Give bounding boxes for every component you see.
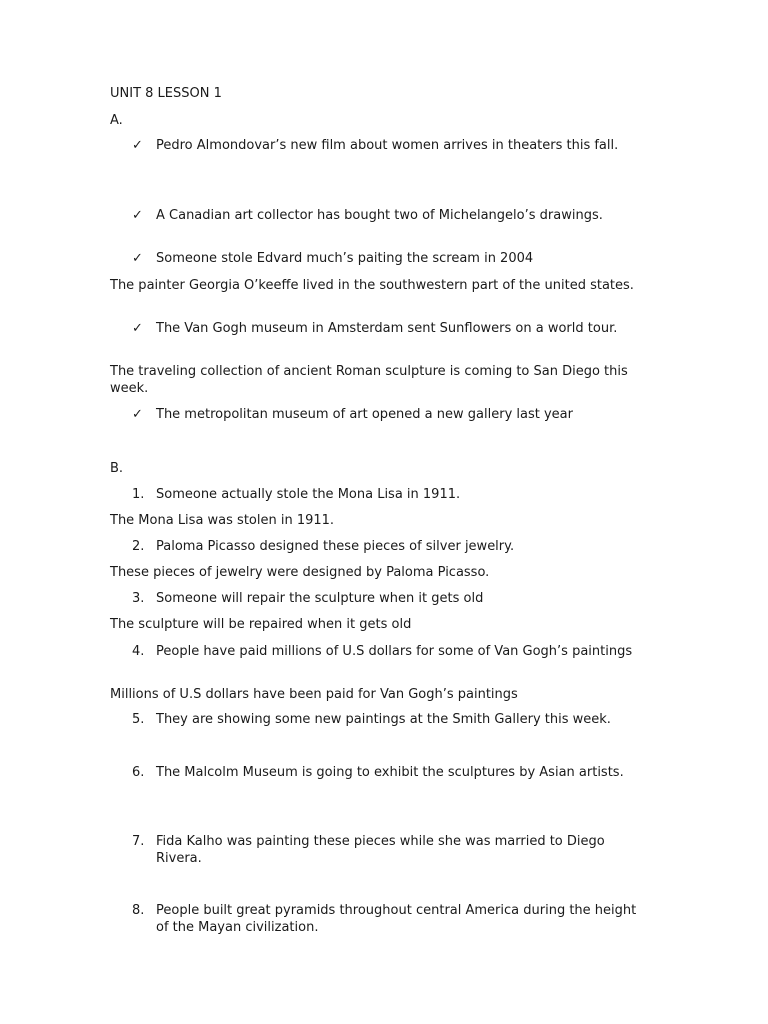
section-a-heading bbox=[110, 112, 645, 129]
item-number: 2. bbox=[132, 539, 145, 554]
section-a-item-text: Pedro Almondovar’s new film about women arrives in theaters this fall. bbox=[156, 138, 619, 153]
section-b-item-5 bbox=[132, 711, 652, 728]
section-b-item-1 bbox=[132, 486, 652, 503]
section-b-item-text: Someone will repair the sculpture when it gets old bbox=[156, 591, 484, 606]
section-b-answer-2: These pieces of jewelry were designed by Paloma Picasso. bbox=[110, 565, 490, 580]
section-a-plain-1: The painter Georgia O’keeffe lived in the southwestern part of the united states. bbox=[110, 278, 634, 293]
section-b-item-text: They are showing some new paintings at the Smith Gallery this week. bbox=[156, 712, 611, 727]
section-a-item-4 bbox=[132, 320, 652, 337]
check-icon: ✓ bbox=[132, 407, 143, 422]
section-a-item-text: The Van Gogh museum in Amsterdam sent Sunflowers on a world tour. bbox=[156, 321, 618, 336]
section-a-item-2 bbox=[132, 207, 652, 224]
section-a-item-text: The metropolitan museum of art opened a new gallery last year bbox=[156, 407, 573, 422]
section-b-dot: . bbox=[118, 461, 124, 476]
section-b-label: B bbox=[110, 461, 119, 476]
section-b-item-6 bbox=[132, 764, 652, 781]
section-b-item-text: People have paid millions of U.S dollars for some of Van Gogh’s paintings bbox=[156, 644, 633, 659]
section-b-answer-4: Millions of U.S dollars have been paid for Van Gogh’s paintings bbox=[110, 687, 518, 702]
item-number: 8. bbox=[132, 903, 145, 918]
section-a-plain-2: The traveling collection of ancient Roman sculpture is coming to San Diego this week. bbox=[110, 364, 628, 396]
page-title: UNIT 8 LESSON 1 bbox=[110, 86, 222, 101]
section-b-item-text: The Malcolm Museum is going to exhibit the sculptures by Asian artists. bbox=[156, 765, 624, 780]
section-a-item-3 bbox=[132, 250, 652, 267]
section-b-item-3 bbox=[132, 590, 652, 607]
section-a-item-text: Someone stole Edvard much’s paiting the scream in 2004 bbox=[156, 251, 534, 266]
check-icon: ✓ bbox=[132, 138, 143, 153]
section-b-item-8 bbox=[132, 902, 652, 936]
item-number: 6. bbox=[132, 765, 145, 780]
section-b-answer-3: The sculpture will be repaired when it gets old bbox=[110, 617, 412, 632]
section-b-item-text: People built great pyramids throughout central America during the height of the Mayan civilization. bbox=[156, 903, 637, 935]
section-a-item-1 bbox=[132, 137, 652, 154]
section-a-item-text: A Canadian art collector has bought two of Michelangelo’s drawings. bbox=[156, 208, 603, 223]
check-icon: ✓ bbox=[132, 251, 143, 266]
section-b-item-7 bbox=[132, 833, 652, 867]
section-b-item-text: Paloma Picasso designed these pieces of silver jewelry. bbox=[156, 539, 515, 554]
section-b-item-text: Fida Kalho was painting these pieces while she was married to Diego Rivera. bbox=[156, 834, 605, 866]
item-number: 5. bbox=[132, 712, 145, 727]
section-b-heading bbox=[110, 460, 645, 477]
section-a-dot: . bbox=[118, 113, 123, 128]
check-icon: ✓ bbox=[132, 321, 143, 336]
section-b-item-2 bbox=[132, 538, 652, 555]
item-number: 1. bbox=[132, 487, 145, 502]
check-icon: ✓ bbox=[132, 208, 143, 223]
section-a-item-5 bbox=[132, 406, 652, 423]
section-b-answer-1: The Mona Lisa was stolen in 1911. bbox=[110, 513, 335, 528]
section-a-label: A bbox=[110, 113, 119, 128]
section-b-item-text: Someone actually stole the Mona Lisa in 1911. bbox=[156, 487, 461, 502]
item-number: 4. bbox=[132, 644, 145, 659]
section-b-item-4 bbox=[132, 643, 652, 660]
item-number: 7. bbox=[132, 834, 145, 849]
item-number: 3. bbox=[132, 591, 145, 606]
